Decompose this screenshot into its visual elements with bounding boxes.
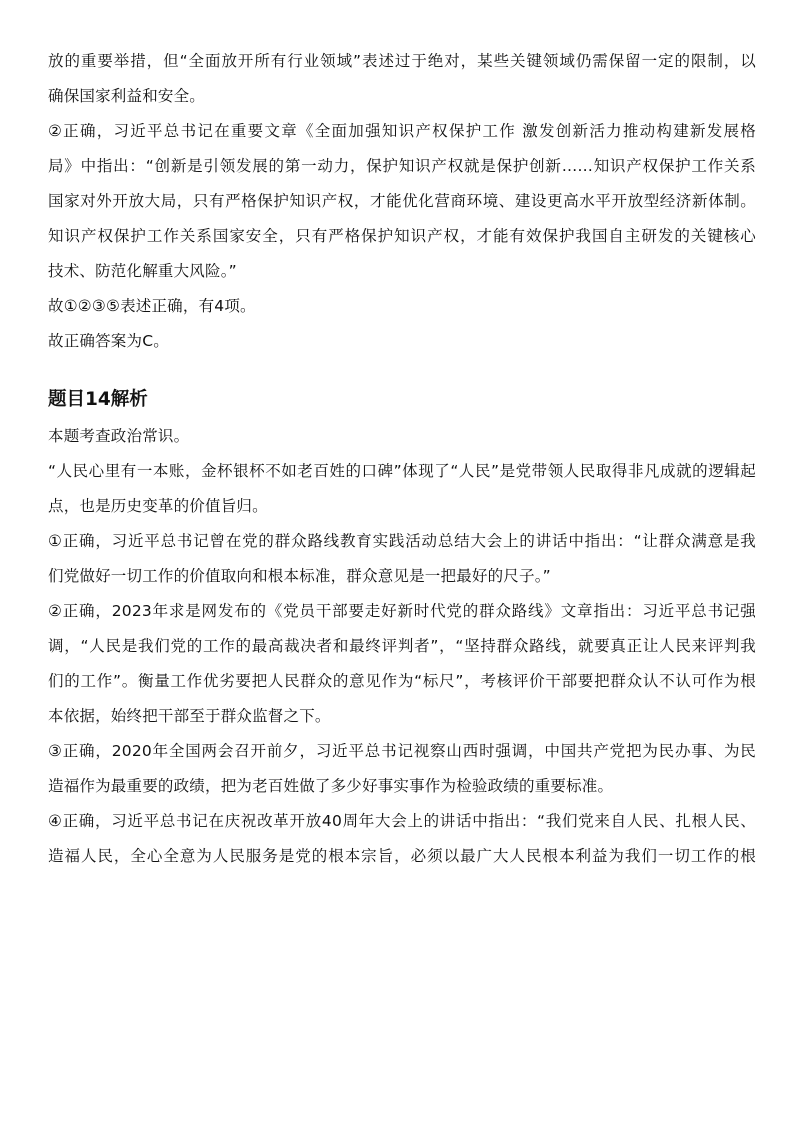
paragraph-line: 们党做好一切工作的价值取向和根本标准，群众意见是一把最好的尺子。” <box>48 567 551 585</box>
paragraph-line: ③正确，2020年全国两会召开前夕，习近平总书记视察山西时强调，中国共产党把为民办事、为民 <box>48 742 756 760</box>
paragraph-line: 点，也是历史变革的价值旨归。 <box>48 497 268 515</box>
paragraph-line: 技术、防范化解重大风险。” <box>48 262 237 280</box>
paragraph-line: 造福作为最重要的政绩，把为老百姓做了多少好事实事作为检验政绩的重要标准。 <box>48 777 614 795</box>
section-heading: 题目14解析 <box>48 389 148 410</box>
paragraph-line: 故正确答案为C。 <box>48 332 169 350</box>
paragraph-line: ②正确，2023年求是网发布的《党员干部要走好新时代党的群众路线》文章指出：习近平总书记强 <box>48 602 756 620</box>
paragraph-line: 局》中指出：“创新是引领发展的第一动力，保护知识产权就是保护创新……知识产权保护工作关系 <box>48 157 756 175</box>
paragraph-line: 国家对外开放大局，只有严格保护知识产权，才能优化营商环境、建设更高水平开放型经济新体制。 <box>48 192 756 210</box>
paragraph-line: 知识产权保护工作关系国家安全，只有严格保护知识产权，才能有效保护我国自主研发的关键核心 <box>48 227 756 245</box>
section-question-14-analysis <box>48 423 756 869</box>
paragraph-line: 本依据，始终把干部至于群众监督之下。 <box>48 707 331 725</box>
paragraph-line: 本题考查政治常识。 <box>48 427 190 445</box>
section-previous-answer <box>48 48 756 354</box>
paragraph-line: 放的重要举措，但“全面放开所有行业领域”表述过于绝对，某些关键领域仍需保留一定的限制，以 <box>48 52 756 70</box>
paragraph-line: 们的工作”。衡量工作优劣要把人民群众的意见作为“标尺”，考核评价干部要把群众认不认可作为根 <box>48 672 756 690</box>
paragraph-line: 确保国家利益和安全。 <box>48 87 206 105</box>
paragraph-line: 造福人民，全心全意为人民服务是党的根本宗旨，必须以最广大人民根本利益为我们一切工作的根 <box>48 847 756 865</box>
paragraph-line: ①正确，习近平总书记曾在党的群众路线教育实践活动总结大会上的讲话中指出：“让群众满意是我 <box>48 532 756 550</box>
paragraph-line: ②正确，习近平总书记在重要文章《全面加强知识产权保护工作 激发创新活力推动构建新发展格 <box>48 122 756 140</box>
paragraph-line: 调，“人民是我们党的工作的最高裁决者和最终评判者”，“坚持群众路线，就要真正让人民来评判我 <box>48 637 756 655</box>
document-page <box>48 48 756 878</box>
paragraph-line: ④正确，习近平总书记在庆祝改革开放40周年大会上的讲话中指出：“我们党来自人民、扎根人民、 <box>48 812 756 830</box>
paragraph-line: “人民心里有一本账，金杯银杯不如老百姓的口碑”体现了“人民”是党带领人民取得非凡成就的逻辑起 <box>48 462 756 480</box>
paragraph-line: 故①②③⑤表述正确，有4项。 <box>48 297 256 315</box>
